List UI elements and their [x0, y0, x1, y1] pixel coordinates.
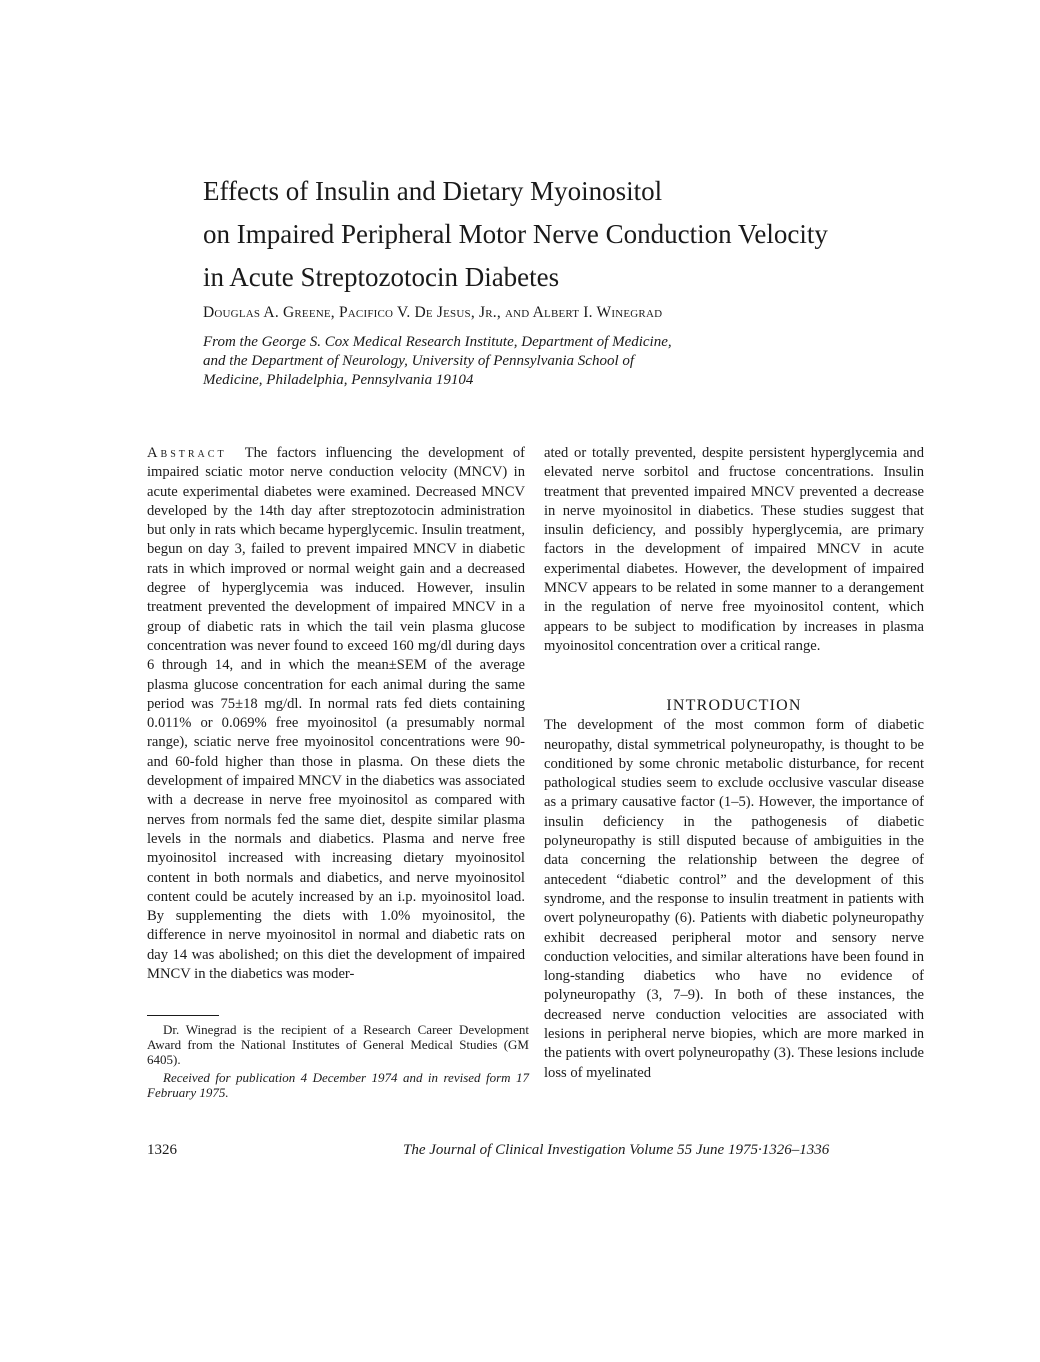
introduction-heading: INTRODUCTION	[666, 697, 802, 715]
affiliation	[203, 333, 763, 390]
introduction-text: The development of the most common form of diabetic neuropathy, distal symmetrical polyneuropathy, is thought to be conditioned by some chronic metabolic disturbance, for recent pathological studies seem to exclude occlusive vascular disease as a primary causative factor (1–5). However, the importance of insulin deficiency in the pathogenesis of diabetic polyneuropathy is still disputed because of ambiguities in the data concerning the relationship between the degree of antecedent “diabetic control” and the development of this syndrome, and the response to insulin treatment in patients with overt polyneuropathy (6). Patients with diabetic polyneuropathy exhibit decreased peripheral motor and sensory nerve conduction velocities, and similar alterations have been found in long-standing diabetics who have no evidence of polyneuropathy (3, 7–9). In both of these instances, the decreased nerve conduction velocities are associated with lesions in peripheral nerve biopies, which are more marked in the patients with overt polyneuropathy (3). These lesions include loss of myelinated	[544, 717, 924, 1081]
title-line-2: on Impaired Peripheral Motor Nerve Conduction Velocity	[203, 219, 828, 250]
abstract-text-right: ated or totally prevented, despite persistent hyperglycemia and elevated nerve sorbitol and fructose concentrations. Insulin treatment that prevented impaired MNCV prevented a decrease in nerve myoinositol in diabetics. These studies suggest that insulin deficiency, and possibly hyperglycemia, are primary factors in the development of impaired MNCV in acute experimental diabetes. However, the development of impaired MNCV appears to be related in some manner to a derangement in the regulation of nerve free myoinositol content, which appears to be subject to modification by increases in plasma myoinositol concentration over a critical range.	[544, 445, 924, 654]
affiliation-line-3: Medicine, Philadelphia, Pennsylvania 19104	[203, 372, 474, 388]
page-number: 1326	[147, 1142, 177, 1158]
abstract-paragraph	[147, 444, 525, 984]
journal-citation: The Journal of Clinical Investigation Volume 55 June 1975·1326–1336	[403, 1142, 830, 1158]
abstract-text-left: The factors influencing the development of impaired sciatic motor nerve conduction velocity (MNCV) in acute experimental diabetes were examined. Decreased MNCV developed by the 14th day after streptozotocin administration but only in rats which became hyperglycemic. Insulin treatment, begun on day 3, failed to prevent impaired MNCV in diabetic rats in which improved or normal weight gain and a decreased degree of hyperglycemia was induced. However, insulin treatment prevented the development of impaired MNCV in a group of diabetic rats in which the tail vein plasma glucose concentration was never found to exceed 160 mg/dl during days 6 through 14, and in which the mean±SEM of the average plasma glucose concentration for each animal during the same period was 75±18 mg/dl. In normal rats fed diets containing 0.011% or 0.069% free myoinositol (a presumably normal range), sciatic nerve free myoinositol concentrations were 90- and 60-fold higher than those in plasma. On these diets the development of impaired MNCV in the diabetics was associated with a decrease in nerve free myoinositol as compared with nerves from normals fed the same diet, despite similar plasma levels in the normals and diabetics. Plasma and nerve free myoinositol increased with increasing dietary myoinositol content in both normals and diabetics, and nerve myoinositol content could be acutely increased by an i.p. myoinositol load. By supplementing the diets with 1.0% myoinositol, the difference in nerve myoinositol in normal and diabetic rats on day 14 was abolished; on this diet the development of impaired MNCV in the diabetics was moder-	[147, 445, 525, 983]
title-line-3: in Acute Streptozotocin Diabetes	[203, 262, 560, 293]
affiliation-line-1: From the George S. Cox Medical Research Institute, Department of Medicine,	[203, 334, 672, 350]
title-line-1: Effects of Insulin and Dietary Myoinositol	[203, 176, 663, 207]
article-title	[203, 170, 903, 299]
footnote-divider	[147, 1015, 219, 1016]
right-column	[544, 444, 924, 1083]
author-list: Douglas A. Greene, Pacifico V. De Jesus, Jr., and Albert I. Winegrad	[203, 304, 663, 321]
footnote-received: Received for publication 4 December 1974 and in revised form 17 February 1975.	[147, 1070, 529, 1100]
affiliation-line-2: and the Department of Neurology, University of Pennsylvania School of	[203, 353, 635, 369]
abstract-label: Abstract	[147, 445, 227, 461]
footnote-award: Dr. Winegrad is the recipient of a Research Career Development Award from the National Institutes of General Medical Studies (GM 6405).	[147, 1022, 529, 1067]
left-column	[147, 444, 525, 984]
footnotes	[147, 1022, 529, 1100]
